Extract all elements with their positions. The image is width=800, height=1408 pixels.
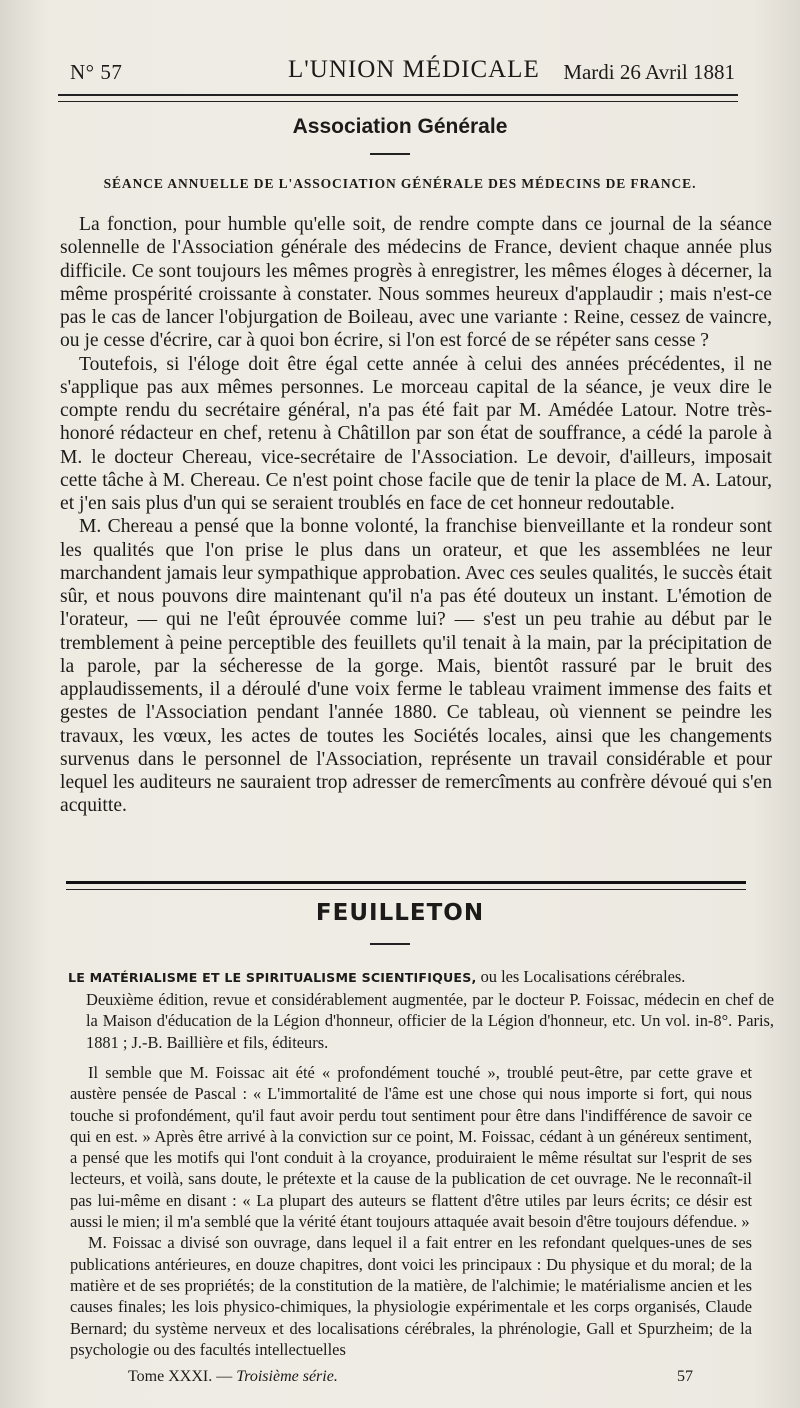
heading-dash [370, 153, 410, 155]
header-rule [58, 94, 738, 102]
article-paragraph: Toutefois, si l'éloge doit être égal cette année à celui des années précédentes, il ne s'applique pas aux mêmes personnes. Le morceau capital de la séance, je veux dire le compte rendu du secrétaire général, n'a pas été fait par M. Amédée Latour. Notre très-honoré rédacteur en chef, retenu à Châtillon par son état de souffrance, a cédé la parole à M. le docteur Chereau, vice-secrétaire de l'Association. Le devoir, d'ailleurs, imposait cette tâche à M. Chereau. Ce n'est point chose facile que de tenir la place de M. A. Latour, et j'en sais plus d'un qui se seraient troublés en face de cet honneur redoutable. [60, 353, 772, 514]
book-reference [68, 966, 774, 1053]
journal-title: L'UNION MÉDICALE [288, 56, 540, 83]
article-paragraph: M. Chereau a pensé que la bonne volonté, la franchise bienveillante et la rondeur sont les qualités que l'on prise le plus dans un orateur, et que les assemblées ne leur marchandent jamais leur sympathique approbation. Avec ces seules qualités, le succès était sûr, et nous pouvons dire maintenant qu'il n'a pas été douteux un instant. L'émotion de l'orateur, — qui ne l'eût éprouvée comme lui? — s'est un peu trahie au début par le tremblement à peine perceptible des feuillets qu'il tenait à la main, par la précipitation de la parole, par la sécheresse de la gorge. Mais, bientôt rassuré par le bruit des applaudissements, il a déroulé d'une voix ferme le tableau vraiment immense des faits et gestes de l'Association pendant l'année 1880. Ce tableau, où viennent se peindre les travaux, les vœux, les actes de toutes les Sociétés locales, ainsi que les changements survenus dans le personnel de l'Association, représente un travail considérable et pour lequel les auditeurs ne sauraient trop adresser de remercîments au confrère dévoué qui s'en acquitte. [60, 516, 772, 817]
article-body [60, 213, 772, 818]
feuilleton-title: FEUILLETON [315, 900, 485, 926]
book-title: LE MATÉRIALISME ET LE SPIRITUALISME SCIENTIFIQUES, [68, 970, 477, 985]
feuilleton-paragraph: M. Foissac a divisé son ouvrage, dans lequel il a fait entrer en les refondant quelques-unes de ses publications antérieures, en douze chapitres, dont voici les principaux : Du physique et du moral; de la matière et de ses propriétés; de la constitution de la matière, de l'alchimie; le matérialisme ancien et les causes finales; les lois physico-chimiques, la physiologie expérimentale et les corps organisés, Claude Bernard; du système nerveux et des localisations cérébrales, la phrénologie, Gall et Spurzheim; de la psychologie ou des facultés intellectuelles [70, 1233, 752, 1359]
feuilleton-paragraph: Il semble que M. Foissac ait été « profondément touché », troublé peut-être, par cette grave et austère pensée de Pascal : « L'immortalité de l'âme est une chose qui nous importe si fort, qui nous touche si profondément, qu'il faut avoir perdu tout sentiment pour être dans l'indifférence de savoir ce qui en est. » Après être arrivé à la conviction sur ce point, M. Foissac, cédant à un généreux sentiment, a pensé que les motifs qui l'ont conduit à la croyance, produiraient le même résultat sur l'esprit de ses lecteurs, et voilà, sans doute, le prétexte et la cause de la publication de cet ouvrage. Ne le reconnaît-il pas lui-même en disant : « La plupart des auteurs se flattent d'être utiles par leurs écrits; ce désir est aussi le mien; il m'a semblé que la vérité étant toujours attaquée avait besoin d'être toujours défendue. » [70, 1063, 752, 1232]
section-subheading: SÉANCE ANNUELLE DE L'ASSOCIATION GÉNÉRALE DES MÉDECINS DE FRANCE. [103, 176, 697, 191]
feuilleton-body [70, 1062, 752, 1360]
footer-serie: Troisième série. [236, 1368, 338, 1385]
book-subtitle: ou les Localisations cérébrales. [480, 967, 686, 986]
feuilleton-rule [66, 881, 746, 890]
article-paragraph: La fonction, pour humble qu'elle soit, de rendre compte dans ce journal de la séance solennelle de l'Association générale des médecins de France, devient chaque année plus difficile. Ce sont toujours les mêmes progrès à enregistrer, les mêmes éloges à décerner, la même prospérité croissante à constater. Nous sommes heureux d'applaudir ; mais n'est-ce pas le cas de lancer l'objurgation de Boileau, avec une variante : Reine, cessez de vaincre, ou je cesse d'écrire, car à quoi bon écrire, si l'on est forcé de se répéter sans cesse ? [60, 214, 772, 352]
page-number: 57 [677, 1368, 693, 1385]
section-heading: Association Générale [292, 115, 508, 138]
footer-tome: Tome XXXI. — Troisième série. [128, 1368, 338, 1385]
issue-date: Mardi 26 Avril 1881 [563, 60, 735, 84]
page-header [70, 56, 735, 92]
issue-number: N° 57 [70, 60, 123, 84]
feuilleton-dash [370, 943, 410, 945]
book-details: Deuxième édition, revue et considérablement augmentée, par le docteur P. Foissac, médecin en chef de la Maison d'éducation de la Légion d'honneur, officier de la Légion d'honneur, etc. Un vol. in-8°. Paris, 1881 ; J.-B. Baillière et fils, éditeurs. [86, 989, 774, 1052]
